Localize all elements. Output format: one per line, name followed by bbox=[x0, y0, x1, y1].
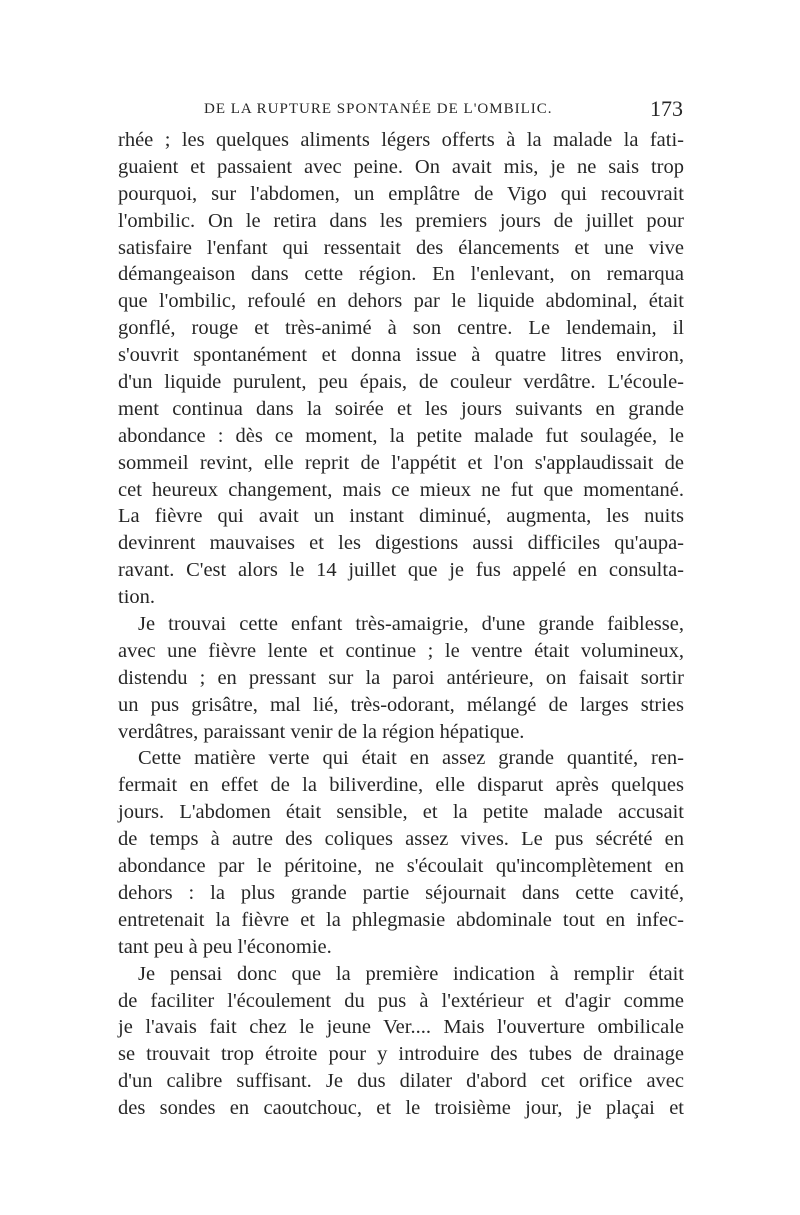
text-line: fermait en effet de la biliverdine, elle disparut après quelques bbox=[118, 774, 684, 797]
text-line: je l'avais fait chez le jeune Ver.... Mais l'ouverture ombilicale bbox=[118, 1016, 684, 1039]
text-line: d'un calibre suffisant. Je dus dilater d'abord cet orifice avec bbox=[118, 1070, 684, 1093]
text-line: verdâtres, paraissant venir de la région hépatique. bbox=[118, 720, 525, 743]
text-line: de temps à autre des coliques assez vives. Le pus sécrété en bbox=[118, 828, 684, 851]
text-line: jours. L'abdomen était sensible, et la petite malade accusait bbox=[118, 801, 684, 824]
text-line: ment continua dans la soirée et les jours suivants en grande bbox=[118, 397, 684, 420]
text-line: se trouvait trop étroite pour y introduire des tubes de drainage bbox=[118, 1043, 684, 1066]
text-line: guaient et passaient avec peine. On avait mis, je ne sais trop bbox=[118, 155, 684, 178]
text-line: abondance par le péritoine, ne s'écoulait qu'incomplètement en bbox=[118, 855, 684, 878]
text-line: La fièvre qui avait un instant diminué, augmenta, les nuits bbox=[118, 505, 684, 528]
text-line: démangeaison dans cette région. En l'enlevant, on remarqua bbox=[118, 263, 684, 286]
text-line: Je trouvai cette enfant très-amaigrie, d'une grande faiblesse, bbox=[138, 613, 684, 636]
text-line: que l'ombilic, refoulé en dehors par le liquide abdominal, était bbox=[118, 290, 684, 313]
text-line: distendu ; en pressant sur la paroi antérieure, on faisait sortir bbox=[118, 666, 684, 689]
text-line: sommeil revint, elle reprit de l'appétit et l'on s'applaudissait de bbox=[118, 451, 684, 474]
text-line: rhée ; les quelques aliments légers offerts à la malade la fati- bbox=[118, 129, 684, 151]
text-line: tion. bbox=[118, 586, 156, 609]
text-line: un pus grisâtre, mal lié, très-odorant, mélangé de larges stries bbox=[118, 693, 684, 716]
text-line: des sondes en caoutchouc, et le troisième jour, je plaçai et bbox=[118, 1097, 684, 1120]
text-line: tant peu à peu l'économie. bbox=[118, 935, 332, 958]
text-line: avec une fièvre lente et continue ; le ventre était volumineux, bbox=[118, 639, 684, 662]
running-title: DE LA RUPTURE SPONTANÉE DE L'OMBILIC. bbox=[204, 101, 553, 117]
text-line: Je pensai donc que la première indication à remplir était bbox=[138, 962, 684, 985]
text-line: pourquoi, sur l'abdomen, un emplâtre de Vigo qui recouvrait bbox=[118, 182, 684, 205]
text-line: cet heureux changement, mais ce mieux ne fut que momentané. bbox=[118, 478, 684, 501]
page-number: 173 bbox=[650, 96, 683, 121]
page-header bbox=[118, 96, 683, 126]
text-line: dehors : la plus grande partie séjournait dans cette cavité, bbox=[118, 881, 684, 904]
text-line: Cette matière verte qui était en assez grande quantité, ren- bbox=[138, 747, 684, 770]
text-line: de faciliter l'écoulement du pus à l'extérieur et d'agir comme bbox=[118, 989, 684, 1012]
text-line: devinrent mauvaises et les digestions aussi difficiles qu'aupa- bbox=[118, 532, 684, 555]
text-line: s'ouvrit spontanément et donna issue à quatre litres environ, bbox=[118, 344, 684, 367]
text-line: gonflé, rouge et très-animé à son centre. Le lendemain, il bbox=[118, 317, 684, 340]
text-line: abondance : dès ce moment, la petite malade fut soulagée, le bbox=[118, 424, 684, 447]
text-line: satisfaire l'enfant qui ressentait des élancements et une vive bbox=[118, 236, 684, 259]
text-line: entretenait la fièvre et la phlegmasie abdominale tout en infec- bbox=[118, 908, 684, 931]
text-line: d'un liquide purulent, peu épais, de couleur verdâtre. L'écoule- bbox=[118, 371, 684, 394]
body-text bbox=[118, 127, 684, 1122]
text-line: l'ombilic. On le retira dans les premiers jours de juillet pour bbox=[118, 209, 684, 232]
text-line: ravant. C'est alors le 14 juillet que je fus appelé en consulta- bbox=[118, 559, 684, 582]
